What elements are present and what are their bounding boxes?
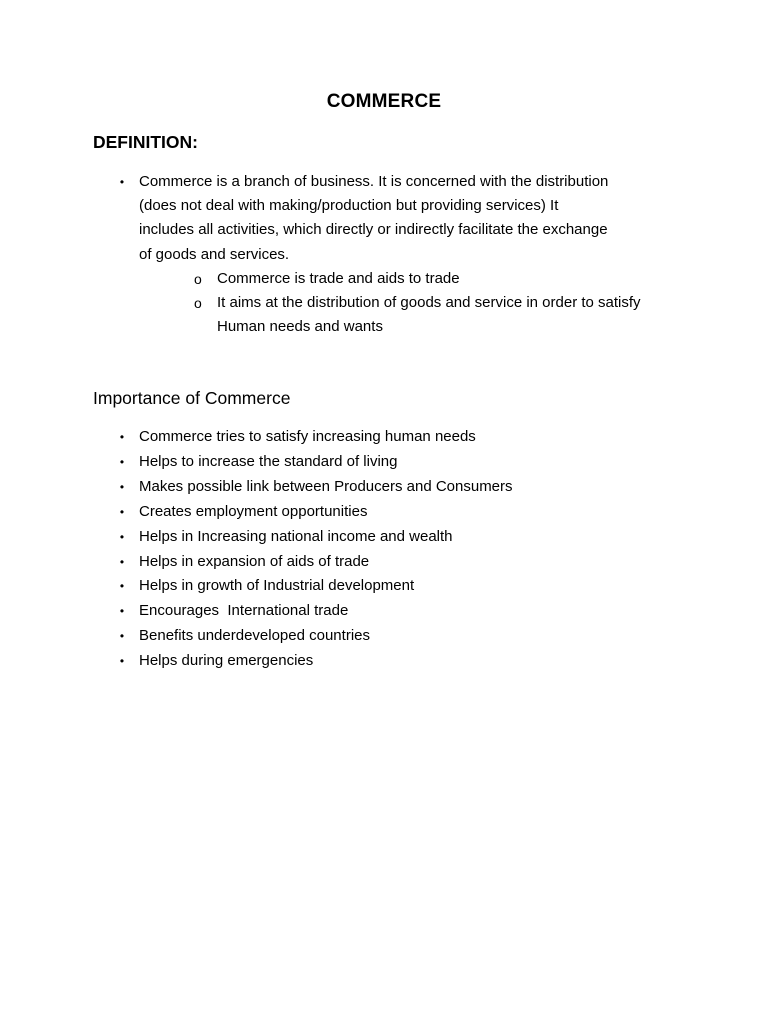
importance-heading: Importance of Commerce [93,388,291,408]
importance-item [108,574,688,599]
definition-text-line: includes all activities, which directly or indirectly facilitate the exchange [139,221,608,239]
definition-bullet [108,170,688,339]
importance-item [108,500,688,525]
importance-item-text: Creates employment opportunities [139,502,368,520]
importance-item [108,425,688,450]
document-title: COMMERCE [326,91,442,112]
importance-item-text: Helps in expansion of aids of trade [139,552,370,570]
definition-text-line: of goods and services. [139,245,290,263]
circle-bullet-icon: o [194,295,202,312]
sub-item-text-line: Human needs and wants [217,318,383,336]
importance-item-text: Helps in growth of Industrial development [139,577,415,595]
importance-item [108,649,688,674]
bullet-icon: • [119,529,125,544]
importance-item [108,525,688,550]
bullet-icon: • [119,629,125,644]
bullet-icon: • [119,454,125,469]
importance-item-text: Commerce tries to satisfy increasing human needs [139,428,476,445]
importance-item [108,475,688,500]
bullet-icon: • [119,654,125,669]
importance-item [108,550,688,575]
importance-item [108,624,688,649]
bullet-icon: • [119,479,125,494]
importance-item-text: Helps during emergencies [139,652,314,670]
sub-item-text-line: It aims at the distribution of goods and service in order to satisfy [217,294,641,312]
definition-text-line: (does not deal with making/production but providing services) It [139,197,559,215]
definition-sub-item [139,291,688,339]
importance-item-text: Benefits underdeveloped countries [139,627,370,645]
importance-list [108,425,688,674]
bullet-icon: • [119,175,125,189]
bullet-icon: • [119,554,125,569]
definition-sub-list [139,267,688,340]
bullet-icon: • [119,579,125,594]
bullet-icon: • [119,504,125,519]
importance-item-text: Helps to increase the standard of living [139,452,398,470]
definition-list [108,170,688,339]
definition-sub-item [139,267,688,291]
sub-item-text-line: Commerce is trade and aids to trade [217,269,460,287]
importance-item-text: Makes possible link between Producers and Consumers [139,477,513,495]
definition-heading: DEFINITION: [93,132,198,152]
importance-item-text: Helps in Increasing national income and wealth [139,527,453,545]
importance-item [108,450,688,475]
bullet-icon: • [119,430,125,444]
circle-bullet-icon: o [194,270,202,287]
importance-item-text: Encourages International trade [139,602,349,620]
bullet-icon: • [119,604,125,619]
importance-item [108,599,688,624]
definition-text-line: Commerce is a branch of business. It is concerned with the distribution [139,173,609,190]
